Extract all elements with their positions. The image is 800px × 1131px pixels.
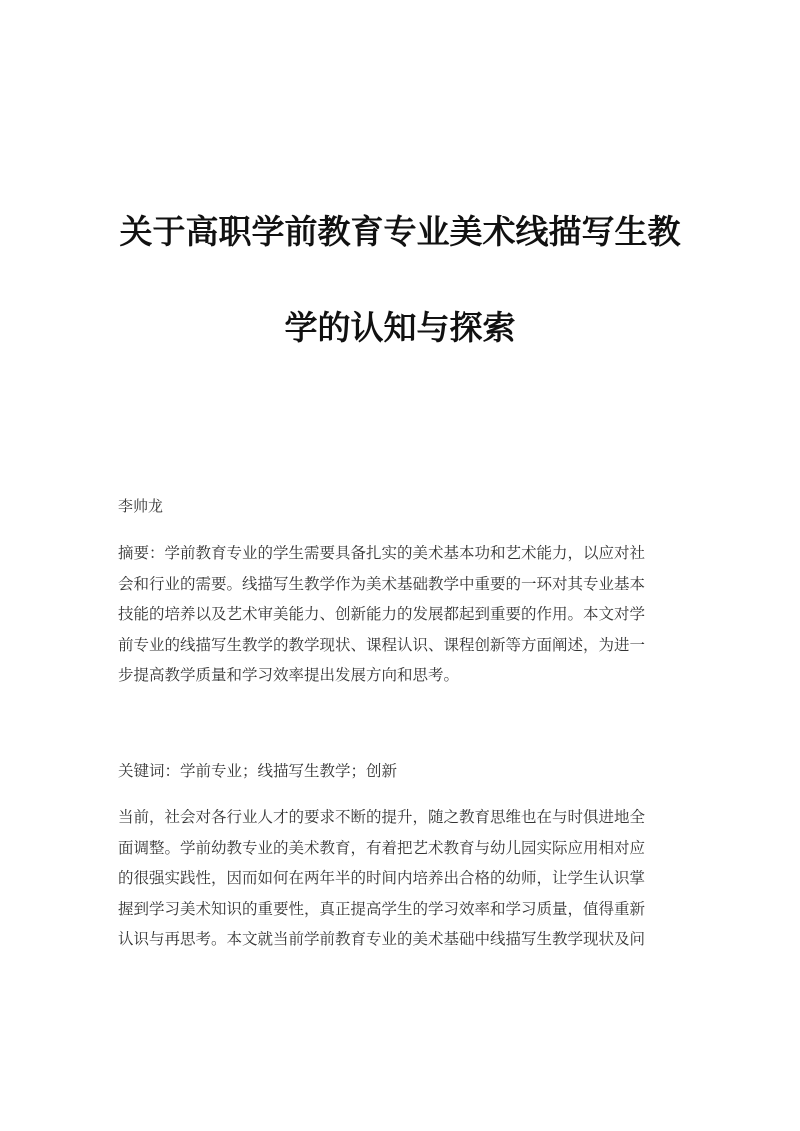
intro-line: 认识与再思考。本文就当前学前教育专业的美术基础中线描写生教学现状及问: [118, 930, 646, 948]
title-line-1: 关于高职学前教育专业美术线描写生教: [119, 212, 681, 251]
abstract-line: 步提高教学质量和学习效率提出发展方向和思考。: [118, 666, 460, 684]
intro-line: 握到学习美术知识的重要性，真正提高学生的学习效率和学习质量，值得重新: [118, 899, 646, 918]
abstract-line: 摘要：学前教育专业的学生需要具备扎实的美术基本功和艺术能力，以应对社: [118, 544, 646, 562]
intro-paragraph: [118, 802, 684, 955]
intro-line: 面调整。学前幼教专业的美术教育，有着把艺术教育与幼儿园实际应用相对应: [118, 838, 646, 857]
abstract-line: 会和行业的需要。线描写生教学作为美术基础教学中重要的一环对其专业基本: [118, 574, 646, 593]
intro-line: 当前，社会对各行业人才的要求不断的提升，随之教育思维也在与时俱进地全: [118, 808, 646, 826]
keywords-line: 关键词：学前专业；线描写生教学；创新: [118, 762, 398, 780]
document-title: [100, 184, 700, 376]
abstract-paragraph: [118, 538, 684, 691]
title-line-2: 学的认知与探索: [284, 308, 516, 347]
abstract-line: 技能的培养以及艺术审美能力、创新能力的发展都起到重要的作用。本文对学: [118, 605, 646, 623]
author-name: 李帅龙: [118, 497, 164, 515]
intro-line: 的很强实践性，因而如何在两年半的时间内培养出合格的幼师，让学生认识掌: [118, 869, 646, 887]
abstract-line: 前专业的线描写生教学的教学现状、课程认识、课程创新等方面阐述，为进一: [118, 635, 646, 654]
